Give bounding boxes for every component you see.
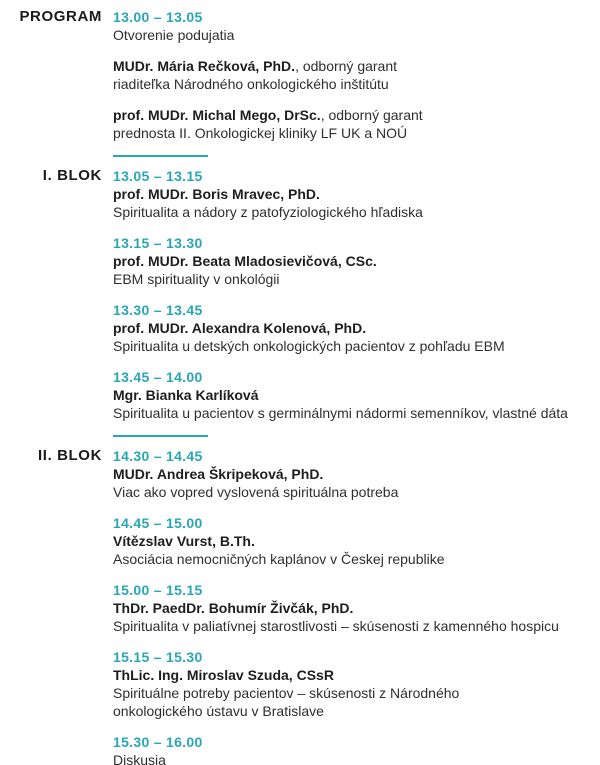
line-text: , odborný garant [320,107,423,123]
line-text: Diskusia [113,752,166,765]
session-time: 13.45 – 14.00 [113,369,203,385]
session-item [113,648,600,720]
session-line [113,252,600,270]
speaker-name: MUDr. Andrea Škripeková, PhD. [113,466,324,482]
speaker-name: prof. MUDr. Beata Mladosievičová, CSc. [113,253,377,269]
session-time: 13.00 – 13.05 [113,9,203,25]
speaker-name: prof. MUDr. Boris Mravec, PhD. [113,186,320,202]
session-line [113,684,600,702]
session-time: 13.15 – 13.30 [113,235,203,251]
line-text: EBM spirituality v onkológii [113,271,280,287]
line-text: Otvorenie podujatia [113,27,235,43]
session-item [113,581,600,635]
session-line [113,702,600,720]
section-divider [113,155,208,157]
session-line [113,532,600,550]
section-divider [113,435,208,437]
speaker-name: ThDr. PaedDr. Bohumír Živčák, PhD. [113,600,354,616]
session-line [113,75,600,93]
line-text: Spiritualita u detských onkologických pacientov z pohľadu EBM [113,338,505,354]
session-line [113,666,600,684]
section-content [113,167,600,447]
session-line [113,185,600,203]
session-time: 14.45 – 15.00 [113,515,203,531]
session-time: 15.00 – 15.15 [113,582,203,598]
session-time: 14.30 – 14.45 [113,448,203,464]
session-line [113,483,600,501]
session-item [113,368,600,422]
section-content [113,8,600,167]
session-item [113,167,600,221]
line-text: Spiritualita u pacientov s germinálnymi nádormi semenníkov, vlastné dáta [113,405,568,421]
session-line [113,124,600,142]
line-text: Spiritualita a nádory z patofyziologického hľadiska [113,204,423,220]
line-text: Viac ako vopred vyslovená spirituálna potreba [113,484,399,500]
section-label: PROGRAM [19,8,102,25]
session-time: 15.30 – 16.00 [113,734,203,750]
speaker-name: MUDr. Mária Rečková, PhD. [113,58,296,74]
session-line [113,465,600,483]
session-item [113,57,600,93]
program-section [0,8,600,167]
session-line [113,617,600,635]
session-line [113,57,600,75]
session-time: 13.05 – 13.15 [113,168,203,184]
session-line [113,337,600,355]
session-line [113,270,600,288]
session-item [113,514,600,568]
session-line [113,203,600,221]
line-text: riaditeľka Národného onkologického inštitútu [113,76,389,92]
session-time: 15.15 – 15.30 [113,649,203,665]
session-line [113,751,600,765]
line-text: Spirituálne potreby pacientov – skúsenosti z Národného [113,685,460,701]
session-item [113,106,600,142]
session-item [113,733,600,765]
session-line [113,404,600,422]
session-line [113,550,600,568]
line-text: Spiritualita v paliatívnej starostlivosti – skúsenosti z kamenného hospicu [113,618,559,634]
session-line [113,319,600,337]
session-item [113,8,600,44]
session-item [113,447,600,501]
program-section [0,447,600,765]
line-text: , odborný garant [295,58,398,74]
speaker-name: Mgr. Bianka Karlíková [113,387,259,403]
speaker-name: Vítězslav Vurst, B.Th. [113,533,255,549]
session-item [113,234,600,288]
section-label: II. BLOK [38,447,102,464]
session-line [113,386,600,404]
section-content [113,447,600,765]
session-line [113,106,600,124]
line-text: Asociácia nemocničných kaplánov v Českej republike [113,551,445,567]
speaker-name: ThLic. Ing. Miroslav Szuda, CSsR [113,667,334,683]
program-section [0,167,600,447]
session-line [113,26,600,44]
line-text: onkologického ústavu v Bratislave [113,703,324,719]
speaker-name: prof. MUDr. Alexandra Kolenová, PhD. [113,320,367,336]
session-item [113,301,600,355]
session-time: 13.30 – 13.45 [113,302,203,318]
speaker-name: prof. MUDr. Michal Mego, DrSc. [113,107,321,123]
section-label: I. BLOK [42,167,102,184]
line-text: prednosta II. Onkologickej kliniky LF UK a NOÚ [113,125,408,141]
session-line [113,599,600,617]
